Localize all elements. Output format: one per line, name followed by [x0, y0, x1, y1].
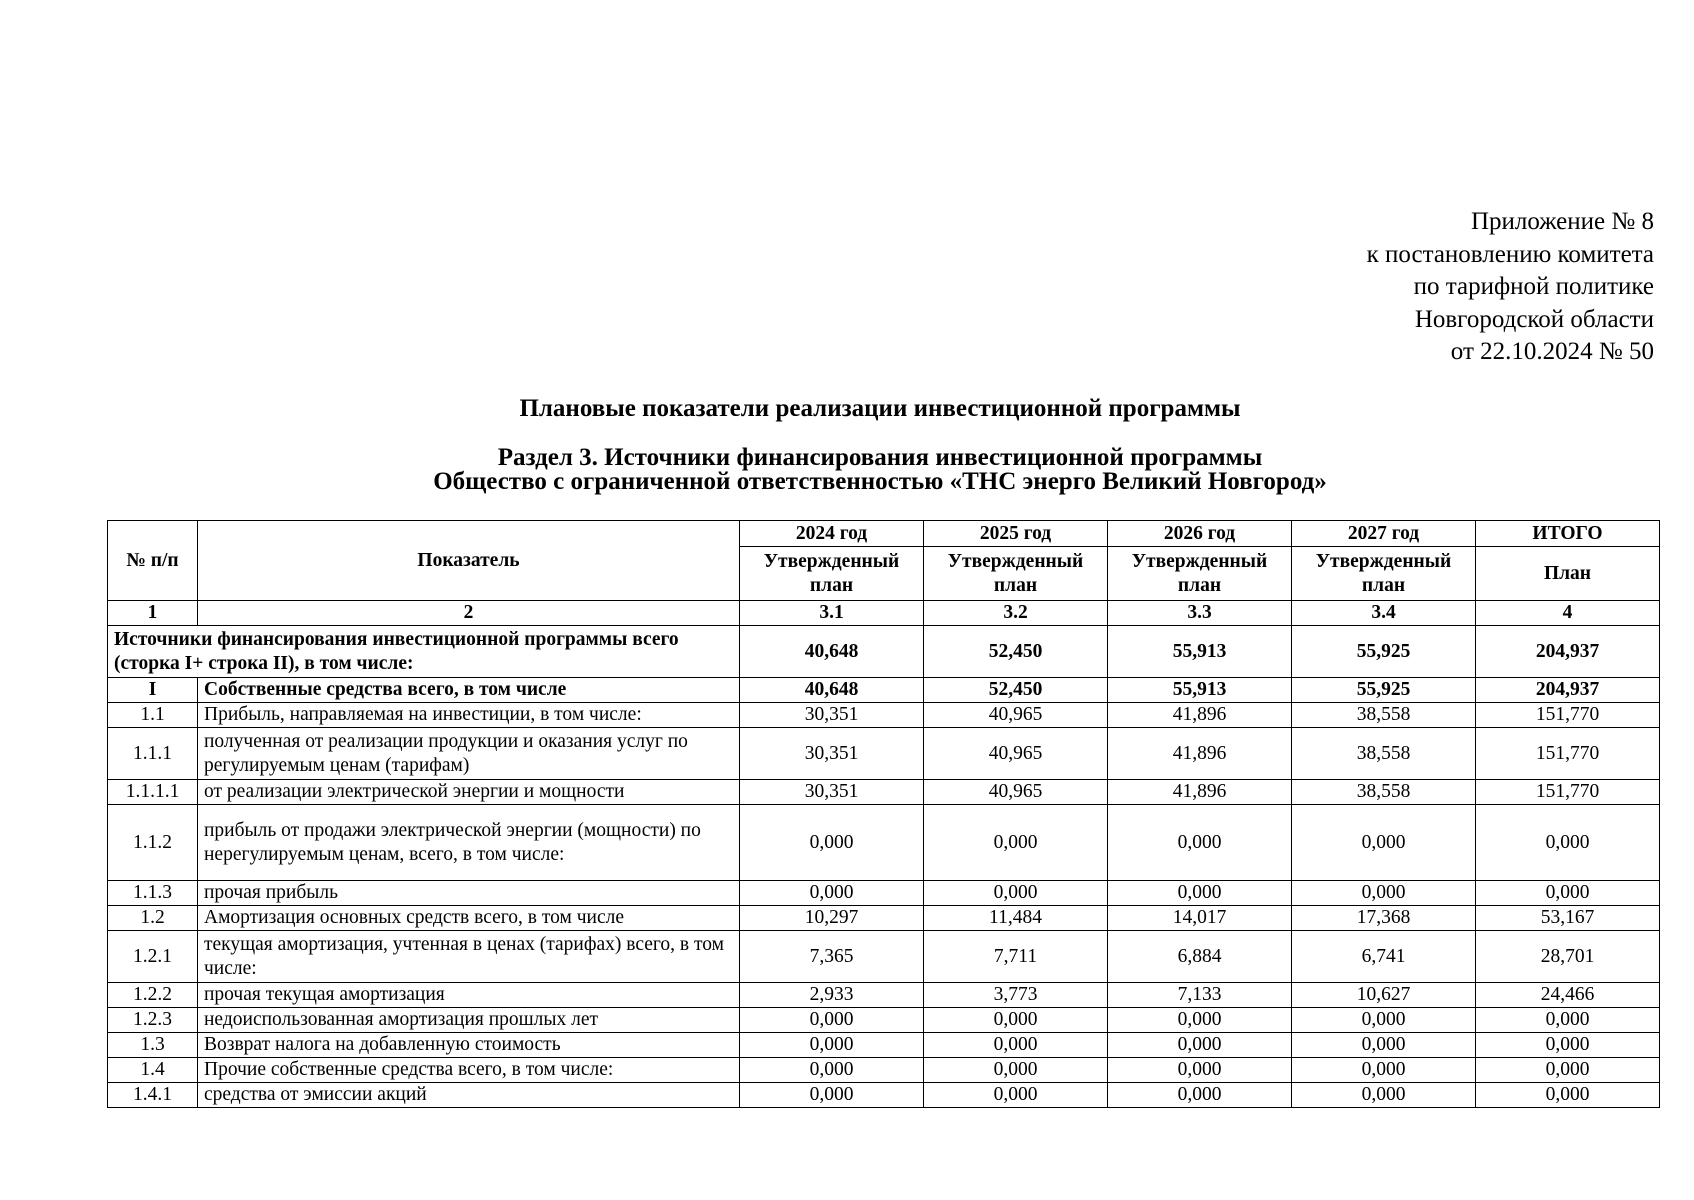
column-number: 3.4: [1292, 601, 1476, 626]
row-value: 2,933: [740, 983, 924, 1008]
row-value: 30,351: [740, 703, 924, 728]
row-value: 10,627: [1292, 983, 1476, 1008]
row-value: 0,000: [740, 1008, 924, 1033]
row-value: 7,365: [740, 931, 924, 983]
row-value: 24,466: [1476, 983, 1660, 1008]
row-num: 1.4: [108, 1058, 198, 1083]
appendix-line: от 22.10.2024 № 50: [1450, 338, 1654, 365]
row-label: Амортизация основных средств всего, в том числе: [198, 906, 740, 931]
row-value: 17,368: [1292, 906, 1476, 931]
row-value: 0,000: [1476, 805, 1660, 881]
row-value: 0,000: [924, 1033, 1108, 1058]
row-value: 0,000: [1108, 1083, 1292, 1108]
row-value: 0,000: [740, 1083, 924, 1108]
row-value: 0,000: [924, 1083, 1108, 1108]
header-indicator: Показатель: [198, 521, 740, 601]
row-num: 1.2.1: [108, 931, 198, 983]
column-numbers-row: [108, 601, 1660, 626]
row-label: Прибыль, направляемая на инвестиции, в том числе:: [198, 703, 740, 728]
row-value: 0,000: [1108, 1008, 1292, 1033]
section-heading: [0, 446, 1694, 494]
header-num: № п/п: [108, 521, 198, 601]
column-number: 2: [198, 601, 740, 626]
row-value: 0,000: [1476, 1058, 1660, 1083]
row-value: 151,770: [1476, 703, 1660, 728]
row-value: 30,351: [740, 780, 924, 805]
row-value: 38,558: [1292, 780, 1476, 805]
table-row: [108, 703, 1660, 728]
table-row: [108, 906, 1660, 931]
row-value: 0,000: [1292, 1033, 1476, 1058]
row-value: 0,000: [1292, 1058, 1476, 1083]
row-value: 0,000: [924, 881, 1108, 906]
row-value: 6,884: [1108, 931, 1292, 983]
row-value: 28,701: [1476, 931, 1660, 983]
column-number: 1: [108, 601, 198, 626]
row-num: 1.2.3: [108, 1008, 198, 1033]
row-label: Возврат налога на добавленную стоимость: [198, 1033, 740, 1058]
row-value: 0,000: [1476, 881, 1660, 906]
summary-row: [108, 626, 1660, 678]
row-num: 1.1: [108, 703, 198, 728]
document-title: Плановые показатели реализации инвестиционной программы: [519, 395, 1241, 422]
header-total: ИТОГО: [1476, 521, 1660, 547]
row-value: 0,000: [1476, 1083, 1660, 1108]
summary-value: 55,925: [1292, 626, 1476, 678]
row-value: 0,000: [1108, 881, 1292, 906]
section-title: Раздел 3. Источники финансирования инвестиционной программы: [497, 444, 1263, 471]
row-value: 10,297: [740, 906, 924, 931]
row-num: 1.1.1.1: [108, 780, 198, 805]
row-value: 0,000: [1108, 1058, 1292, 1083]
row-value: 0,000: [740, 1033, 924, 1058]
header-total-plan: План: [1476, 547, 1660, 601]
row-num: 1.3: [108, 1033, 198, 1058]
table-row: [108, 1083, 1660, 1108]
row-value: 40,965: [924, 703, 1108, 728]
summary-value: 55,913: [1108, 626, 1292, 678]
summary-label: Источники финансирования инвестиционной программы всего (сторка I+ строка II), в том числе:: [108, 626, 740, 678]
table-row: [108, 1008, 1660, 1033]
table-row: [108, 881, 1660, 906]
row-value: 41,896: [1108, 728, 1292, 780]
table-row: [108, 931, 1660, 983]
row-value: 0,000: [1292, 1083, 1476, 1108]
table-row: [108, 983, 1660, 1008]
appendix-block: [1367, 206, 1654, 369]
appendix-line: к постановлению комитета: [1366, 240, 1654, 268]
column-number: 3.2: [924, 601, 1108, 626]
summary-value: 40,648: [740, 626, 924, 678]
row-value: 151,770: [1476, 780, 1660, 805]
table-row: [108, 780, 1660, 805]
column-number: 3.3: [1108, 601, 1292, 626]
row-value: 0,000: [740, 805, 924, 881]
row-label: текущая амортизация, учтенная в ценах (тарифах) всего, в том числе:: [198, 931, 740, 983]
row-value: 204,937: [1476, 678, 1660, 703]
row-value: 40,965: [924, 728, 1108, 780]
row-value: 41,896: [1108, 703, 1292, 728]
row-value: 0,000: [924, 1008, 1108, 1033]
appendix-line: Новгородской области: [1414, 305, 1654, 333]
summary-value: 204,937: [1476, 626, 1660, 678]
row-value: 55,913: [1108, 678, 1292, 703]
row-num: 1.2.2: [108, 983, 198, 1008]
row-num: I: [108, 678, 198, 703]
row-value: 0,000: [1292, 805, 1476, 881]
row-value: 0,000: [1108, 1033, 1292, 1058]
column-number: 4: [1476, 601, 1660, 626]
row-label: недоиспользованная амортизация прошлых лет: [198, 1008, 740, 1033]
table-row: [108, 728, 1660, 780]
header-year: 2027 год: [1292, 521, 1476, 547]
table-row: [108, 678, 1660, 703]
column-number: 3.1: [740, 601, 924, 626]
row-label: прочая прибыль: [198, 881, 740, 906]
row-value: 38,558: [1292, 728, 1476, 780]
appendix-line: по тарифной политике: [1413, 273, 1654, 300]
header-plan: Утвержденный план: [1292, 547, 1476, 601]
row-label: прибыль от продажи электрической энергии (мощности) по нерегулируемым ценам, всего, в том числе:: [198, 805, 740, 881]
row-value: 0,000: [740, 881, 924, 906]
row-label: Прочие собственные средства всего, в том числе:: [198, 1058, 740, 1083]
summary-value: 52,450: [924, 626, 1108, 678]
row-num: 1.1.1: [108, 728, 198, 780]
row-value: 7,133: [1108, 983, 1292, 1008]
row-value: 0,000: [1476, 1008, 1660, 1033]
row-label: прочая текущая амортизация: [198, 983, 740, 1008]
row-value: 3,773: [924, 983, 1108, 1008]
row-value: 40,648: [740, 678, 924, 703]
table-row: [108, 1058, 1660, 1083]
table-row: [108, 1033, 1660, 1058]
financing-table: [107, 520, 1660, 1108]
row-label: Собственные средства всего, в том числе: [198, 678, 740, 703]
row-label: от реализации электрической энергии и мощности: [198, 780, 740, 805]
row-value: 6,741: [1292, 931, 1476, 983]
row-value: 0,000: [924, 805, 1108, 881]
row-num: 1.1.2: [108, 805, 198, 881]
row-value: 55,925: [1292, 678, 1476, 703]
row-value: 11,484: [924, 906, 1108, 931]
row-label: средства от эмиссии акций: [198, 1083, 740, 1108]
header-row: [108, 521, 1660, 547]
row-value: 7,711: [924, 931, 1108, 983]
row-value: 38,558: [1292, 703, 1476, 728]
header-plan: Утвержденный план: [740, 547, 924, 601]
row-value: 53,167: [1476, 906, 1660, 931]
row-num: 1.1.3: [108, 881, 198, 906]
row-value: 0,000: [1108, 805, 1292, 881]
row-value: 0,000: [740, 1058, 924, 1083]
row-value: 0,000: [1476, 1033, 1660, 1058]
header-plan: Утвержденный план: [1108, 547, 1292, 601]
row-label: полученная от реализации продукции и оказания услуг по регулируемым ценам (тарифам): [198, 728, 740, 780]
row-value: 151,770: [1476, 728, 1660, 780]
header-plan: Утвержденный план: [924, 547, 1108, 601]
row-value: 40,965: [924, 780, 1108, 805]
table-row: [108, 805, 1660, 881]
organization-name: Общество с ограниченной ответственностью «ТНС энерго Великий Новгород»: [433, 468, 1327, 495]
row-value: 41,896: [1108, 780, 1292, 805]
row-value: 0,000: [924, 1058, 1108, 1083]
row-num: 1.4.1: [108, 1083, 198, 1108]
row-value: 52,450: [924, 678, 1108, 703]
row-value: 14,017: [1108, 906, 1292, 931]
row-value: 30,351: [740, 728, 924, 780]
appendix-line: Приложение № 8: [1470, 208, 1654, 235]
header-year: 2025 год: [924, 521, 1108, 547]
row-num: 1.2: [108, 906, 198, 931]
row-value: 0,000: [1292, 1008, 1476, 1033]
header-year: 2024 год: [740, 521, 924, 547]
header-year: 2026 год: [1108, 521, 1292, 547]
row-value: 0,000: [1292, 881, 1476, 906]
